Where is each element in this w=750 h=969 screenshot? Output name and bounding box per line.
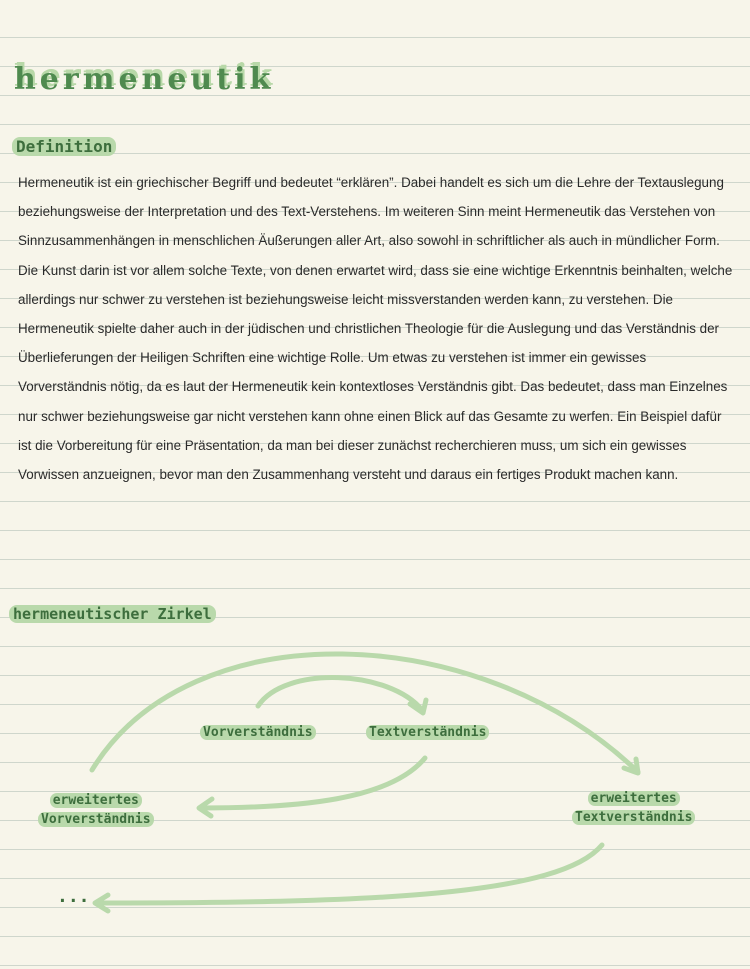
node-erweitertes-vor-line2: Vorverständnis <box>38 812 154 827</box>
node-vorverstaendnis-label: Vorverständnis <box>200 725 316 740</box>
node-vorverstaendnis <box>200 723 316 742</box>
definition-heading: Definition <box>12 137 116 156</box>
hermeneutic-circle-heading: hermeneutischer Zirkel <box>9 605 216 623</box>
arrow-erw-text-to-continuation <box>96 845 602 903</box>
node-erweitertes-text-line1: erweitertes <box>588 791 680 806</box>
node-erweitertes-vorverstaendnis <box>38 791 154 829</box>
hermeneutic-circle-arrows <box>0 640 750 920</box>
continuation-ellipsis: ... <box>57 886 90 907</box>
arrow-vor-to-text <box>258 678 422 710</box>
arrow-erw-vor-to-erw-text <box>92 654 638 772</box>
node-erweitertes-vor-line1: erweitertes <box>50 793 142 808</box>
node-textverstaendnis <box>366 723 489 742</box>
node-erweitertes-text-line2: Textverständnis <box>572 810 695 825</box>
node-erweitertes-textverstaendnis <box>572 789 695 827</box>
arrow-text-to-erw-vor <box>200 758 425 808</box>
page-title: hermeneutik <box>14 62 275 97</box>
node-textverstaendnis-label: Textverständnis <box>366 725 489 740</box>
definition-paragraph: Hermeneutik ist ein griechischer Begriff und bedeutet “erklären”. Dabei handelt es sich um die Lehre der Textauslegung beziehungsweise der Interpretation und des Text-Verstehens. Im weiteren Sinn meint Hermeneutik das Verstehen von Sinnzusammenhängen in menschlichen Äußerungen aller Art, also sowohl in schriftlicher als auch in mündlicher Form. Die Kunst darin ist vor allem solche Texte, von denen erwartet wird, dass sie eine wichtige Erkenntnis beinhalten, welche allerdings nur schwer zu verstehen ist beziehungsweise leicht missverstanden werden kann, zu verstehen. Die Hermeneutik spielte daher auch in der jüdischen und christlichen Theologie für die Auslegung und das Verständnis der Überlieferungen der Heiligen Schriften eine wichtige Rolle. Um etwas zu verstehen ist immer ein gewisses Vorverständnis nötig, da es laut der Hermeneutik kein kontextloses Verständnis gibt. Das bedeutet, dass man Einzelnes nur schwer beziehungsweise gar nicht verstehen kann ohne einen Blick auf das Gesamte zu werfen. Ein Beispiel dafür ist die Vorbereitung für eine Präsentation, da man bei dieser zunächst recherchieren muss, um sich ein gewisses Vorwissen anzueignen, bevor man den Zusammenhang versteht und daraus ein fertiges Produkt machen kann. <box>18 175 733 483</box>
